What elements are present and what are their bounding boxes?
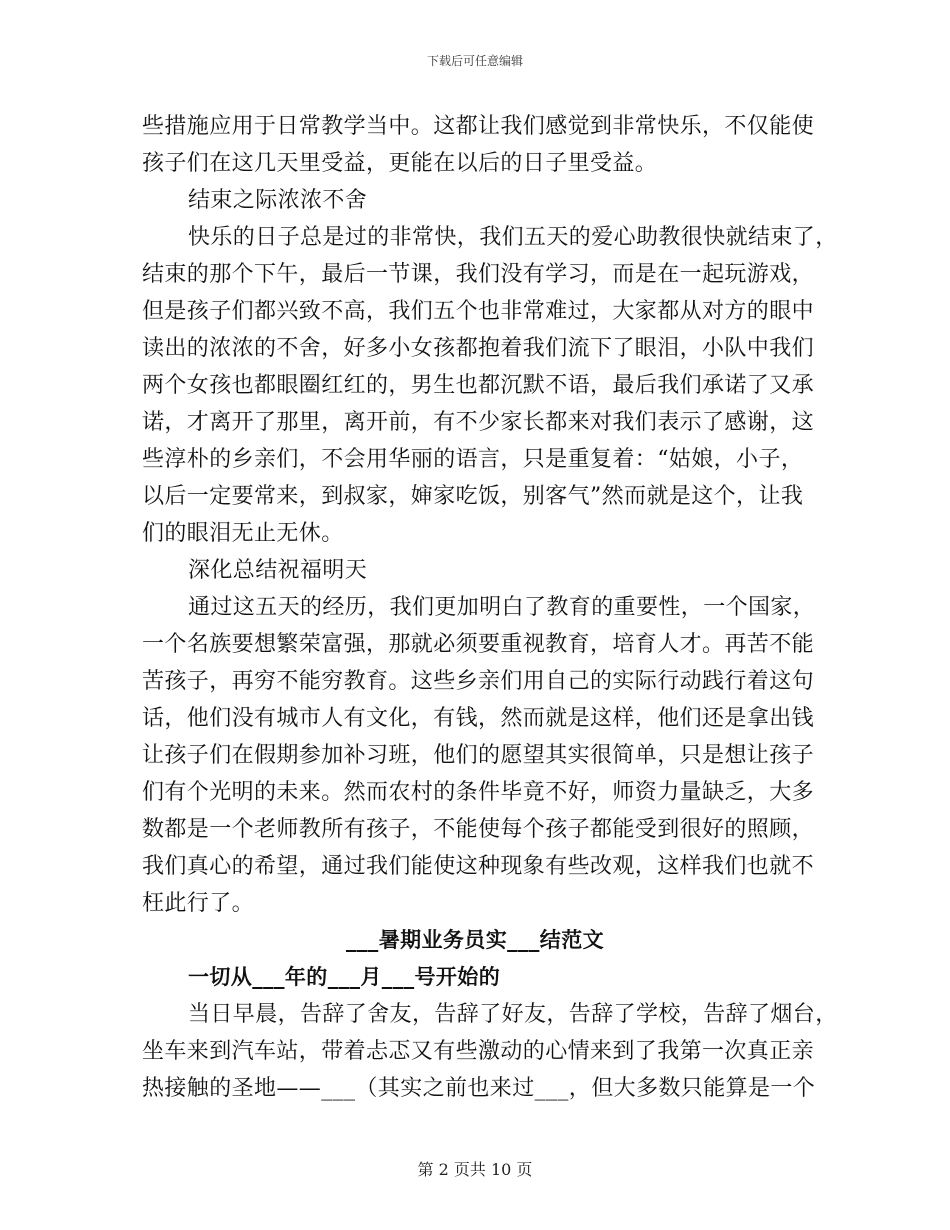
text-line: 结束之际浓浓不舍 <box>188 188 368 213</box>
section-subheading: 一切从___年的___月___号开始的 <box>188 965 501 989</box>
text-line: 苦孩子，再穷不能穷教育。这些乡亲们用自己的实际行动践行着这句 <box>142 669 815 694</box>
text-line: 通过这五天的经历，我们更加明白了教育的重要性，一个国家， <box>188 595 816 620</box>
text-line: 诺，才离开了那里，离开前，有不少家长都来对我们表示了感谢，这 <box>142 410 815 435</box>
text-line: 数都是一个老师教所有孩子，不能使每个孩子都能受到很好的照顾， <box>142 817 815 842</box>
text-line: 一个名族要想繁荣富强，那就必须要重视教育，培育人才。再苦不能 <box>142 632 815 657</box>
text-line: 深化总结祝福明天 <box>188 558 368 583</box>
text-line: 孩子们在这几天里受益，更能在以后的日子里受益。 <box>142 151 658 176</box>
document-body <box>142 108 838 1107</box>
page-header: 下载后可任意编辑 <box>426 54 523 68</box>
text-line: 读出的浓浓的不舍，好多小女孩都抱着我们流下了眼泪，小队中我们 <box>142 336 815 361</box>
text-line: 以后一定要常来，到叔家，婶家吃饭，别客气”然而就是这个，让我 <box>142 484 804 509</box>
text-line: 快乐的日子总是过的非常快，我们五天的爱心助教很快就结束了， <box>188 225 838 250</box>
text-line: 结束的那个下午，最后一节课，我们没有学习，而是在一起玩游戏， <box>142 262 815 287</box>
text-line: 些措施应用于日常教学当中。这都让我们感觉到非常快乐，不仅能使 <box>142 114 815 139</box>
text-line: 热接触的圣地——___（其实之前也来过___，但大多数只能算是一个 <box>142 1076 816 1101</box>
section-title: ___暑期业务员实___结范文 <box>346 928 604 952</box>
text-line: 些淳朴的乡亲们，不会用华丽的语言，只是重复着：“姑娘，小子， <box>142 447 804 472</box>
text-line: 我们真心的希望，通过我们能使这种现象有些改观，这样我们也就不 <box>142 854 815 879</box>
page-number: 第 2 页共 10 页 <box>417 1160 533 1179</box>
text-line: 们有个光明的未来。然而农村的条件毕竟不好，师资力量缺乏，大多 <box>142 780 815 805</box>
text-line: 话，他们没有城市人有文化，有钱，然而就是这样，他们还是拿出钱 <box>142 706 815 731</box>
text-line: 让孩子们在假期参加补习班，他们的愿望其实很简单，只是想让孩子 <box>142 743 815 768</box>
text-line: 们的眼泪无止无休。 <box>142 521 344 546</box>
text-line: 但是孩子们都兴致不高，我们五个也非常难过，大家都从对方的眼中 <box>142 299 815 324</box>
text-line: 两个女孩也都眼圈红红的，男生也都沉默不语，最后我们承诺了又承 <box>142 373 815 398</box>
text-line: 当日早晨，告辞了舍友，告辞了好友，告辞了学校，告辞了烟台， <box>188 1002 838 1027</box>
text-line: 坐车来到汽车站，带着忐忑又有些激动的心情来到了我第一次真正亲 <box>142 1039 815 1064</box>
text-line: 枉此行了。 <box>142 891 255 916</box>
